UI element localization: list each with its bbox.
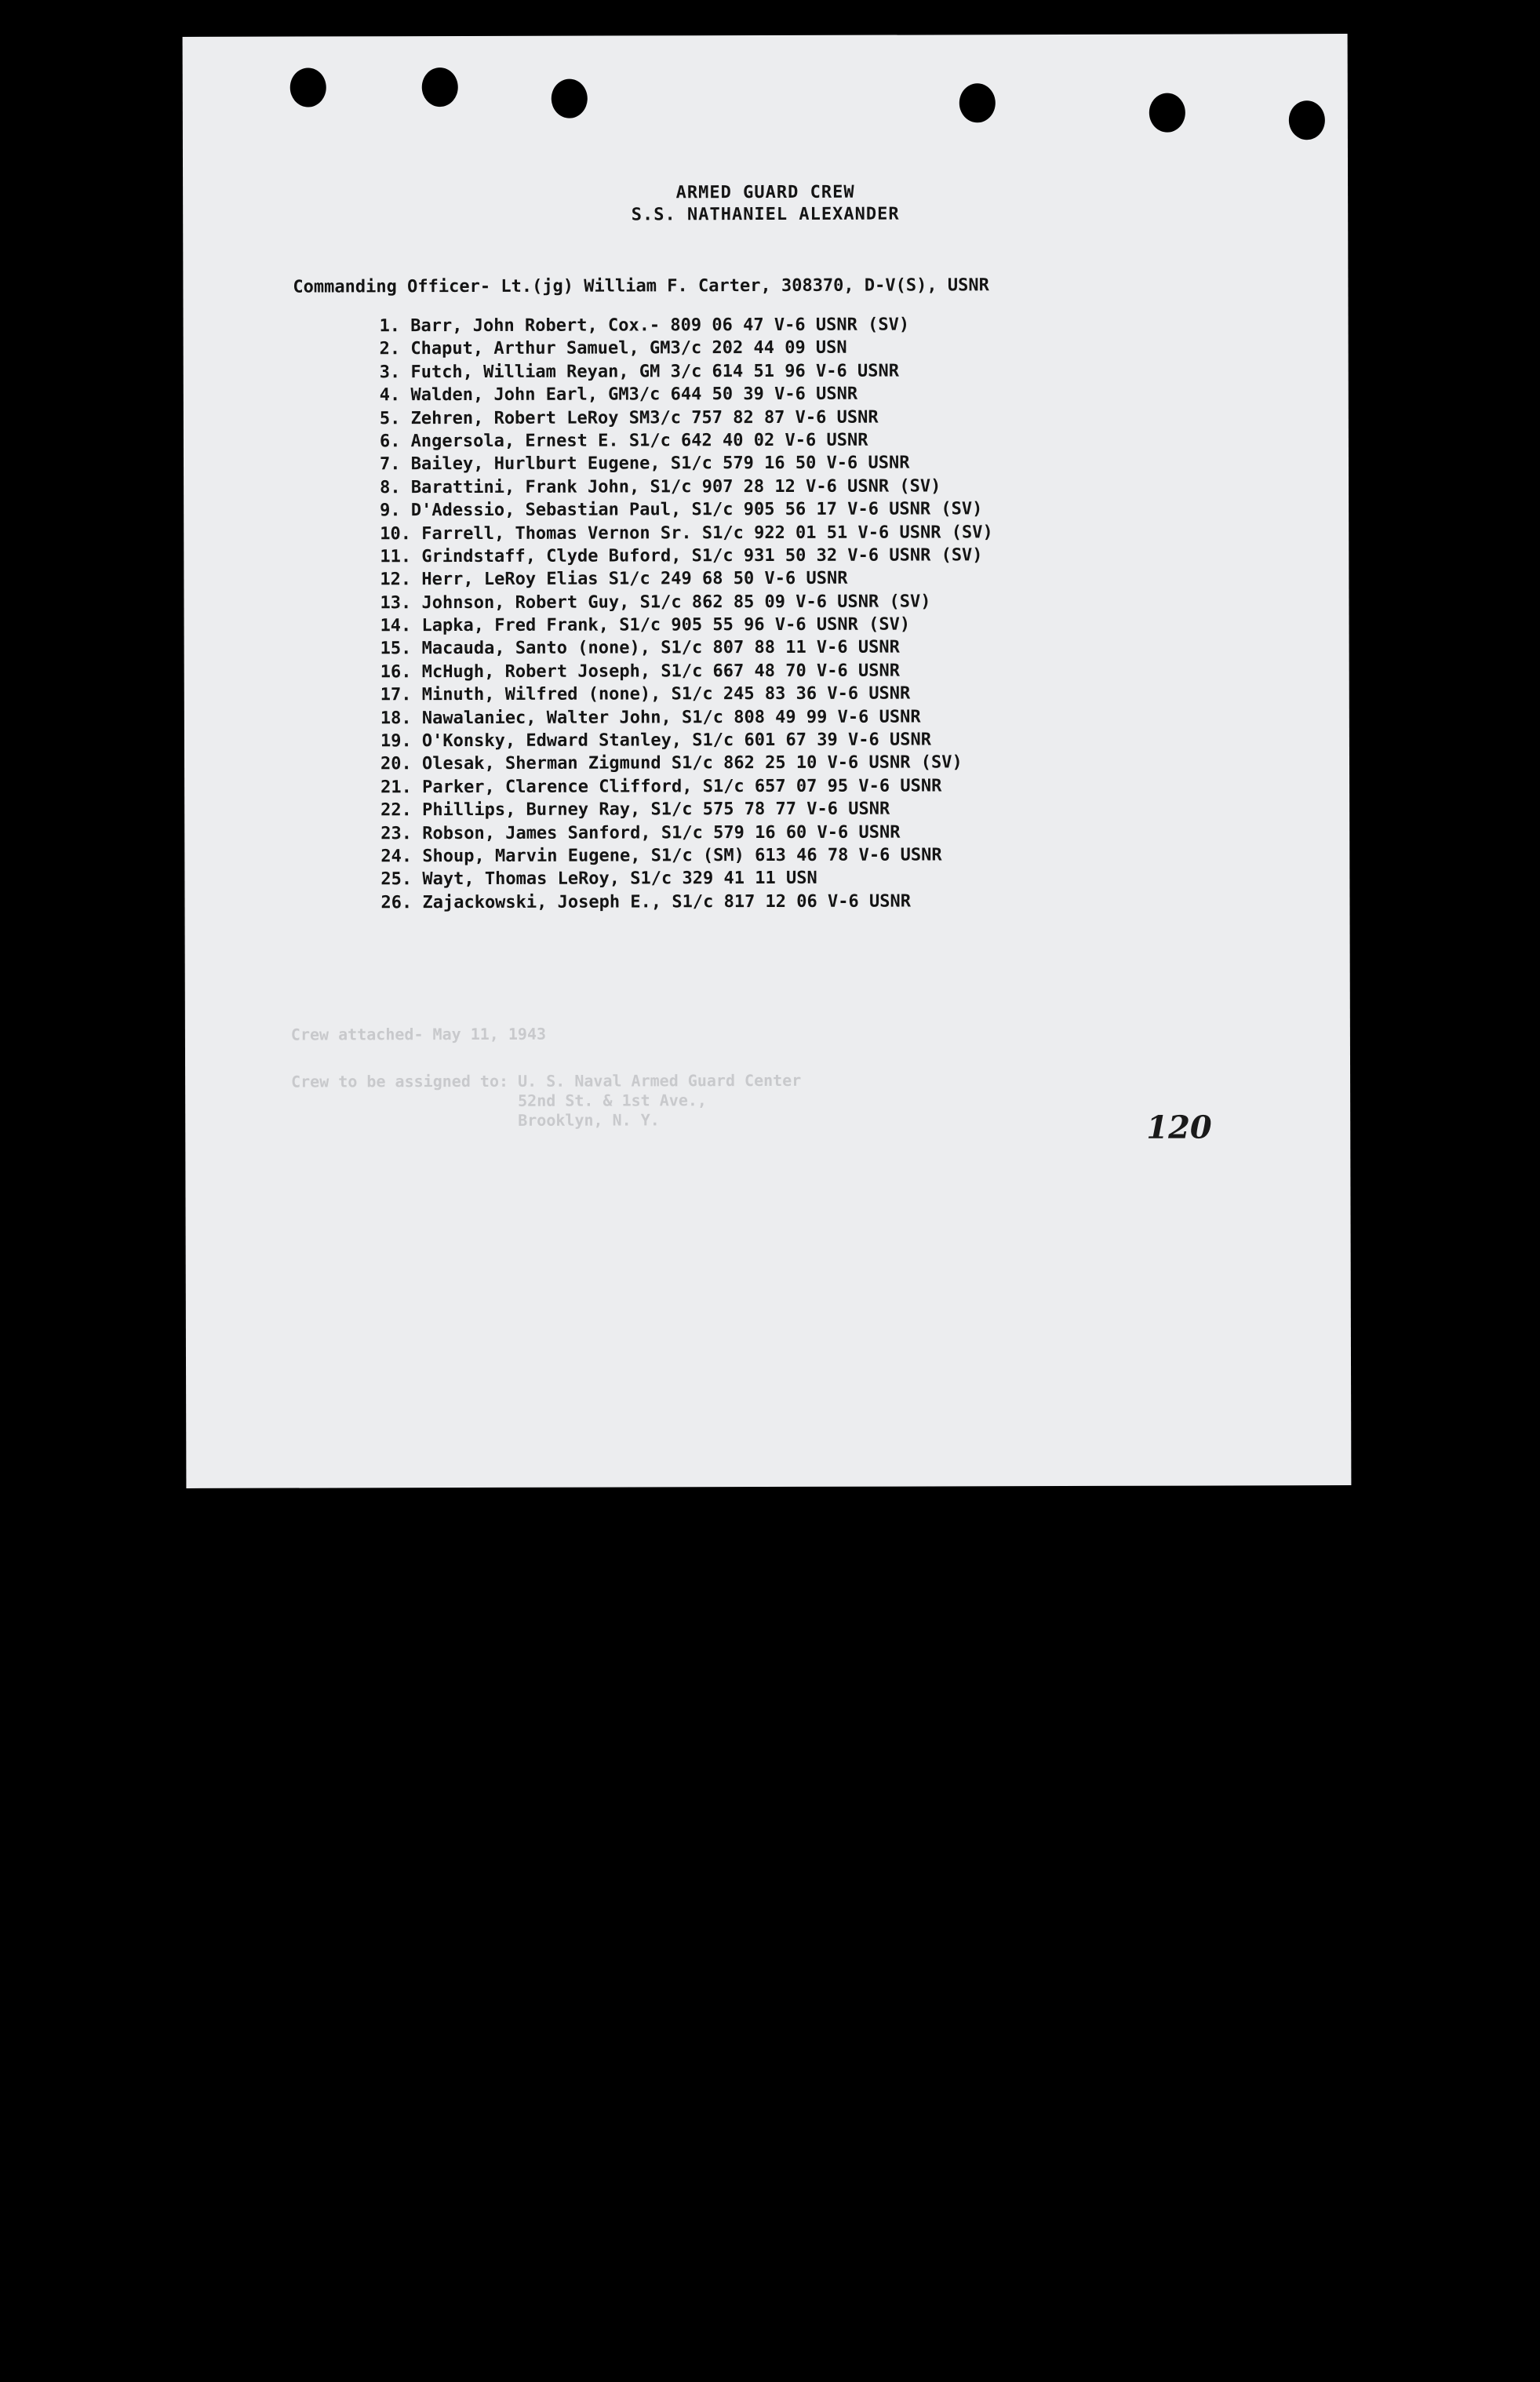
document-page: [183, 34, 1352, 1488]
crew-entry: 11. Grindstaff, Clyde Buford, S1/c 931 50 32 V-6 USNR (SV): [380, 545, 983, 567]
commanding-officer-line: Commanding Officer- Lt.(jg) William F. Carter, 308370, D-V(S), USNR: [293, 275, 989, 297]
crew-entry: 13. Johnson, Robert Guy, S1/c 862 85 09 V-6 USNR (SV): [380, 592, 931, 613]
punch-hole: [290, 67, 326, 107]
document-title: ARMED GUARD CREW: [675, 182, 855, 203]
crew-entry: 5. Zehren, Robert LeRoy SM3/c 757 82 87 V-6 USNR: [379, 407, 879, 428]
punch-hole: [422, 67, 458, 107]
crew-entry: 26. Zajackowski, Joseph E., S1/c 817 12 06 V-6 USNR: [380, 891, 912, 913]
crew-entry: 9. D'Adessio, Sebastian Paul, S1/c 905 56 17 V-6 USNR (SV): [380, 499, 983, 521]
crew-entry: 23. Robson, James Sanford, S1/c 579 16 60 V-6 USNR: [380, 822, 901, 843]
crew-entry: 19. O'Konsky, Edward Stanley, S1/c 601 67 39 V-6 USNR: [380, 730, 931, 752]
crew-entry: 12. Herr, LeRoy Elias S1/c 249 68 50 V-6 USNR: [380, 569, 848, 590]
crew-entry: 17. Minuth, Wilfred (none), S1/c 245 83 36 V-6 USNR: [380, 683, 911, 705]
crew-entry: 25. Wayt, Thomas LeRoy, S1/c 329 41 11 USN: [380, 869, 817, 890]
faint-city-line: Brooklyn, N. Y.: [291, 1110, 660, 1131]
crew-entry: 4. Walden, John Earl, GM3/c 644 50 39 V-6 USNR: [379, 384, 858, 406]
crew-entry: 7. Bailey, Hurlburt Eugene, S1/c 579 16 50 V-6 USNR: [379, 453, 910, 475]
crew-entry: 1. Barr, John Robert, Cox.- 809 06 47 V-6 USNR (SV): [379, 315, 910, 337]
crew-entry: 15. Macauda, Santo (none), S1/c 807 88 11 V-6 USNR: [380, 638, 900, 659]
crew-entry: 14. Lapka, Fred Frank, S1/c 905 55 96 V-6 USNR (SV): [380, 614, 911, 636]
crew-entry: 3. Futch, William Reyan, GM 3/c 614 51 96 V-6 USNR: [379, 361, 899, 383]
document-subtitle: S.S. NATHANIEL ALEXANDER: [631, 204, 900, 225]
punch-hole: [959, 83, 996, 122]
crew-entry: 18. Nawalaniec, Walter John, S1/c 808 49 99 V-6 USNR: [380, 707, 921, 728]
faint-assignment-line: Crew to be assigned to: U. S. Naval Armed Guard Center: [291, 1070, 802, 1091]
crew-entry: 8. Barattini, Frank John, S1/c 907 28 12 V-6 USNR (SV): [380, 476, 941, 498]
crew-entry: 22. Phillips, Burney Ray, S1/c 575 78 77 V-6 USNR: [380, 799, 890, 821]
page-number: 120: [1146, 1109, 1212, 1146]
crew-list: [380, 313, 994, 914]
crew-entry: 16. McHugh, Robert Joseph, S1/c 667 48 70 V-6 USNR: [380, 661, 900, 683]
punch-hole: [1289, 100, 1325, 140]
faint-attached-date: Crew attached- May 11, 1943: [290, 1024, 547, 1044]
crew-entry: 10. Farrell, Thomas Vernon Sr. S1/c 922 01 51 V-6 USNR (SV): [380, 522, 993, 544]
crew-entry: 6. Angersola, Ernest E. S1/c 642 40 02 V-6 USNR: [379, 430, 868, 452]
crew-entry: 2. Chaput, Arthur Samuel, GM3/c 202 44 09 USN: [379, 338, 847, 359]
crew-entry: 21. Parker, Clarence Clifford, S1/c 657 07 95 V-6 USNR: [380, 776, 942, 798]
faint-address-line: 52nd St. & 1st Ave.,: [291, 1091, 707, 1111]
crew-entry: 24. Shoup, Marvin Eugene, S1/c (SM) 613 46 78 V-6 USNR: [380, 845, 942, 867]
punch-hole: [552, 79, 588, 118]
crew-entry: 20. Olesak, Sherman Zigmund S1/c 862 25 10 V-6 USNR (SV): [380, 752, 963, 774]
punch-hole: [1149, 93, 1185, 133]
